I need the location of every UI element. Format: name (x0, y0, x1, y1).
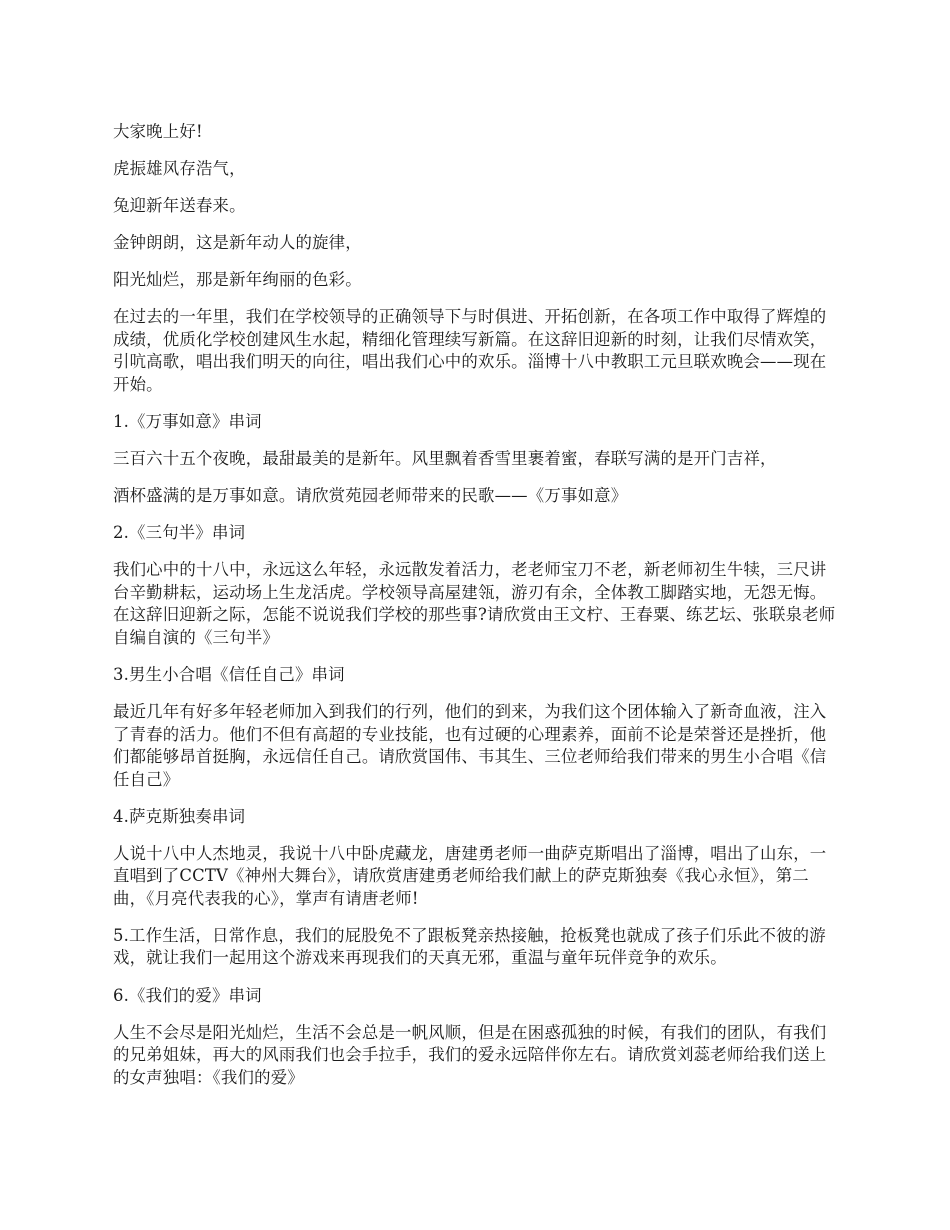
verse-line-1: 金钟朗朗，这是新年动人的旋律， (113, 233, 362, 253)
greeting-line: 大家晚上好! (113, 122, 203, 141)
section-2-text: 我们心中的十八中，永远这么年轻，永远散发着活力，老老师宝刀不老，新老师初生牛犊，三尺讲台辛勤耕耘，运动场上生龙活虎。学校领导高屋建瓴，游刃有余，全体教工脚踏实地，无怨无悔。在这辞旧迎新之际，怎能不说说我们学校的那些事?请欣赏由王文柠、王春粟、练艺坛、张联泉老师自编自演的《三句半》 (113, 560, 836, 647)
section-4-text: 人说十八中人杰地灵，我说十八中卧虎藏龙，唐建勇老师一曲萨克斯唱出了淄博，唱出了山东，一直唱到了CCTV《神州大舞台》，请欣赏唐建勇老师给我们献上的萨克斯独奏《我心永恒》，第二曲，《月亮代表我的心》，掌声有请唐老师! (113, 843, 827, 908)
document-body (113, 121, 840, 1104)
section-heading-2: 2.《三句半》串词 (113, 523, 246, 543)
section-heading-3: 3.男生小合唱《信任自己》串词 (113, 665, 345, 685)
couplet-line-1: 虎振雄风存浩气， (113, 159, 246, 179)
section-1-text-a: 三百六十五个夜晚，最甜最美的是新年。风里飘着香雪里裹着蜜，春联写满的是开门吉祥， (113, 449, 777, 469)
section-heading-4: 4.萨克斯独奏串词 (113, 806, 246, 826)
opening-paragraph: 在过去的一年里，我们在学校领导的正确领导下与时俱进、开拓创新，在各项工作中取得了辉煌的成绩，优质化学校创建风生水起，精细化管理续写新篇。在这辞旧迎新的时刻，让我们尽情欢笑，引吭高歌，唱出我们明天的向往，唱出我们心中的欢乐。淄博十八中教职工元旦联欢晚会——现在开始。 (113, 307, 827, 394)
section-1-text-b: 酒杯盛满的是万事如意。请欣赏苑园老师带来的民歌——《万事如意》 (113, 486, 628, 506)
verse-line-2: 阳光灿烂，那是新年绚丽的色彩。 (113, 270, 362, 290)
section-heading-1: 1.《万事如意》串词 (113, 412, 262, 432)
couplet-line-2: 兔迎新年送春来。 (113, 196, 246, 216)
section-5-text: 5.工作生活，日常作息，我们的屁股免不了跟板凳亲热接触，抢板凳也就成了孩子们乐此不彼的游戏，就让我们一起用这个游戏来再现我们的天真无邪，重温与童年玩伴竞争的欢乐。 (113, 925, 826, 968)
section-6-text: 人生不会尽是阳光灿烂，生活不会总是一帆风顺，但是在困惑孤独的时候，有我们的团队，有我们的兄弟姐妹，再大的风雨我们也会手拉手，我们的爱永远陪伴你左右。请欣赏刘蕊老师给我们送上的女声独唱：《我们的爱》 (113, 1022, 827, 1087)
section-3-text: 最近几年有好多年轻老师加入到我们的行列，他们的到来，为我们这个团体输入了新奇血液，注入了青春的活力。他们不但有高超的专业技能，也有过硬的心理素养，面前不论是荣誉还是挫折，他们都能够昂首挺胸，永远信任自己。请欣赏国伟、韦其生、三位老师给我们带来的男生小合唱《信任自己》 (113, 702, 827, 789)
section-heading-6: 6.《我们的爱》串词 (113, 985, 262, 1005)
